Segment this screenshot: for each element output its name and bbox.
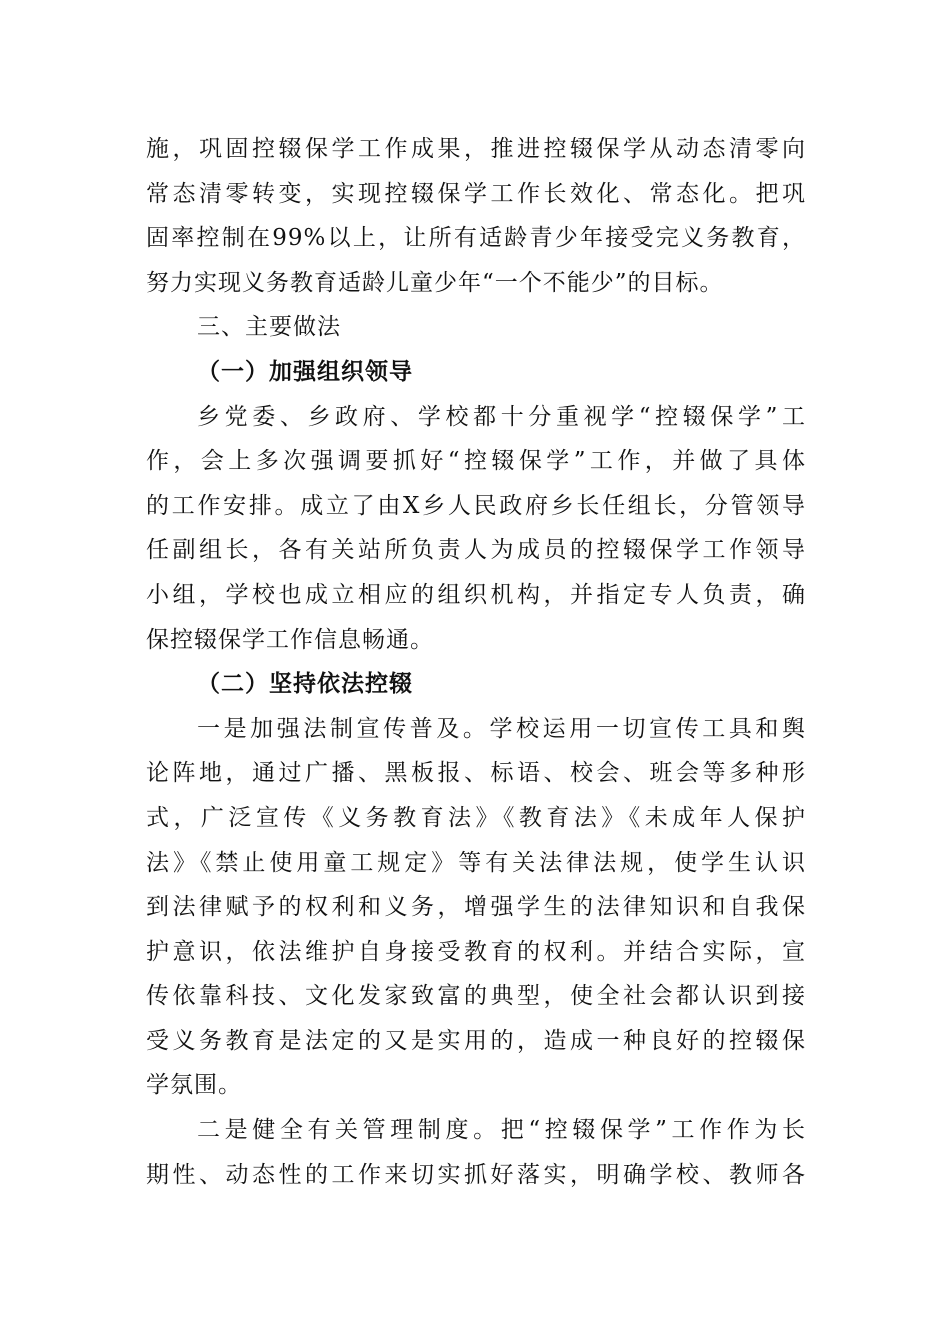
text-line: （二）坚持依法控辍 xyxy=(197,670,413,698)
text-line: 二是健全有关管理制度。把“控辍保学”工作作为长 xyxy=(197,1117,806,1144)
text-line: 法》《禁止使用童工规定》等有关法律法规，使学生认识 xyxy=(146,849,806,876)
text-line: 努力实现义务教育适龄儿童少年“一个不能少”的目标。 xyxy=(146,269,724,296)
text-line: 到法律赋予的权利和义务，增强学生的法律知识和自我保 xyxy=(146,894,806,921)
text-line: 受义务教育是法定的又是实用的，造成一种良好的控辍保 xyxy=(146,1027,806,1054)
paragraph xyxy=(146,395,806,663)
paragraph xyxy=(146,1108,806,1197)
subsection-heading xyxy=(146,350,806,395)
text-line: 论阵地，通过广播、黑板报、标语、校会、班会等多种形 xyxy=(146,760,806,787)
text-line: 保控辍保学工作信息畅通。 xyxy=(146,626,434,653)
text-line: 任副组长，各有关站所负责人为成员的控辍保学工作领导 xyxy=(146,537,806,564)
text-line: 学氛围。 xyxy=(146,1072,242,1099)
text-line: 一是加强法制宣传普及。学校运用一切宣传工具和舆 xyxy=(197,715,806,742)
text-line: 固率控制在99%以上，让所有适龄青少年接受完义务教育， xyxy=(146,225,806,252)
text-line: 传依靠科技、文化发家致富的典型，使全社会都认识到接 xyxy=(146,983,806,1010)
text-line: 作，会上多次强调要抓好“控辍保学”工作，并做了具体 xyxy=(146,448,806,475)
text-line: 常态清零转变，实现控辍保学工作长效化、常态化。把巩 xyxy=(146,180,806,207)
section-heading xyxy=(146,305,806,350)
text-line: （一）加强组织领导 xyxy=(197,357,413,385)
subsection-heading xyxy=(146,662,806,707)
paragraph xyxy=(146,707,806,1108)
text-line: 小组，学校也成立相应的组织机构，并指定专人负责，确 xyxy=(146,581,806,608)
text-line: 施，巩固控辍保学工作成果，推进控辍保学从动态清零向 xyxy=(146,136,806,162)
paragraph xyxy=(146,127,806,305)
text-line: 期性、动态性的工作来切实抓好落实，明确学校、教师各 xyxy=(146,1161,806,1188)
text-line: 三、主要做法 xyxy=(197,314,341,341)
text-line: 护意识，依法维护自身接受教育的权利。并结合实际，宣 xyxy=(146,938,806,965)
text-line: 式，广泛宣传《义务教育法》《教育法》《未成年人保护 xyxy=(146,804,806,831)
text-line: 的工作安排。成立了由X乡人民政府乡长任组长，分管领导 xyxy=(146,492,806,519)
document-body xyxy=(146,127,806,1197)
text-line: 乡党委、乡政府、学校都十分重视学“控辍保学”工 xyxy=(197,403,806,430)
